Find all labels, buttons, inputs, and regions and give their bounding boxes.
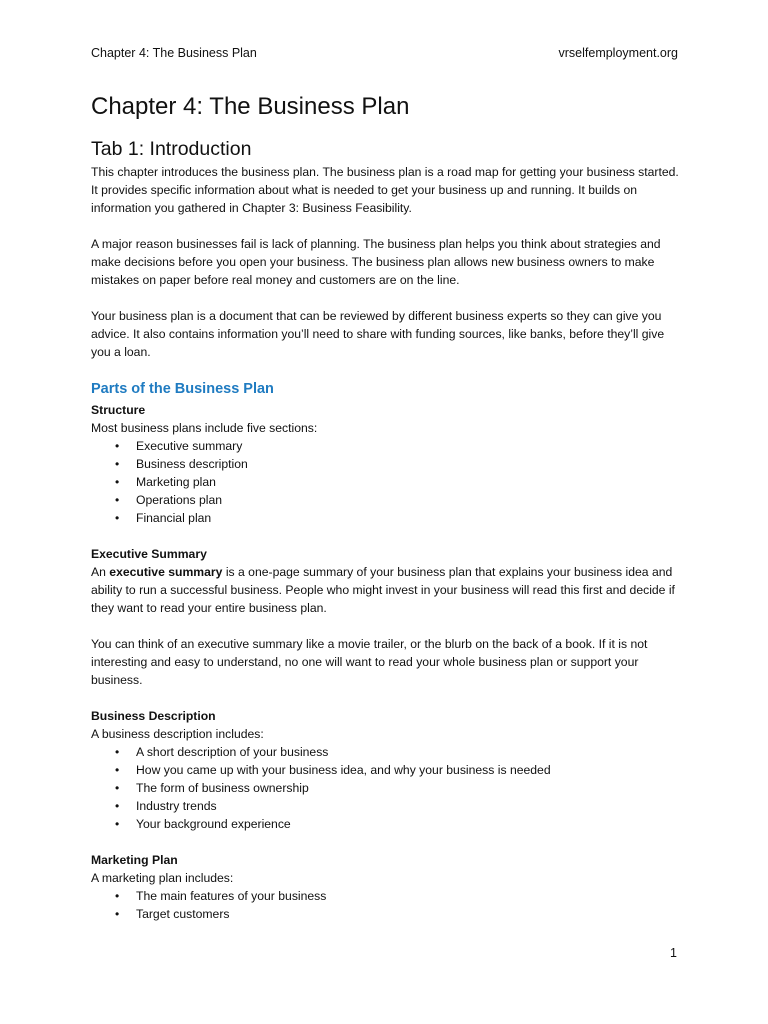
marketing-plan-lead: A marketing plan includes:	[91, 871, 234, 885]
structure-heading: Structure	[91, 403, 146, 417]
list-item: • The form of business ownership	[91, 779, 681, 797]
list-item: • Operations plan	[91, 491, 681, 509]
running-header	[91, 46, 678, 64]
parts-heading: Parts of the Business Plan	[91, 381, 274, 397]
tab-title: Tab 1: Introduction	[91, 138, 252, 160]
business-description-lead: A business description includes:	[91, 727, 264, 741]
list-item: • Your background experience	[91, 815, 681, 833]
intro-paragraph-1: This chapter introduces the business plan. The business plan is a road map for getting your business started. It provides specific information about what is needed to get your business up and running. It builds on information you gathered in Chapter 3: Business Feasibility.	[91, 165, 679, 215]
list-item: • Executive summary	[91, 437, 681, 455]
list-item: • The main features of your business	[91, 887, 681, 905]
intro-paragraph-2: A major reason businesses fail is lack of planning. The business plan helps you think about strategies and make decisions before you open your business. The business plan allows new business owners to make mistakes on paper before real money and customers are on the line.	[91, 237, 661, 287]
list-item: • Business description	[91, 455, 681, 473]
header-chapter-label: Chapter 4: The Business Plan	[91, 46, 257, 60]
business-description-heading: Business Description	[91, 709, 216, 723]
header-website: vrselfemployment.org	[558, 46, 678, 60]
structure-list	[91, 437, 681, 527]
list-item: • How you came up with your business idea, and why your business is needed	[91, 761, 681, 779]
chapter-title: Chapter 4: The Business Plan	[91, 93, 410, 120]
intro-paragraph-3: Your business plan is a document that can be reviewed by different business experts so they can give you advice. It also contains information you’ll need to share with funding sources, like banks, before they’ll give you a loan.	[91, 309, 665, 359]
structure-lead: Most business plans include five sections:	[91, 421, 318, 435]
exec-p1-bold-term: executive summary	[109, 565, 223, 579]
exec-p1-prefix: An	[91, 565, 110, 579]
list-item: • Financial plan	[91, 509, 681, 527]
marketing-plan-heading: Marketing Plan	[91, 853, 178, 867]
page-number: 1	[670, 946, 677, 960]
business-description-list	[91, 743, 681, 833]
executive-summary-heading: Executive Summary	[91, 547, 207, 561]
exec-p1-rest: is a one-page summary of your business plan that explains your business idea and ability to run a successful business. People who might invest in your business will read this first and decide if they want to read your entire business plan.	[91, 565, 675, 615]
list-item: • Marketing plan	[91, 473, 681, 491]
page-content	[91, 92, 681, 923]
list-item: • A short description of your business	[91, 743, 681, 761]
marketing-plan-list	[91, 887, 681, 923]
executive-summary-paragraph-1	[91, 563, 681, 617]
list-item: • Target customers	[91, 905, 681, 923]
executive-summary-paragraph-2: You can think of an executive summary like a movie trailer, or the blurb on the back of a book. If it is not interesting and easy to understand, no one will want to read your whole business plan or support your business.	[91, 637, 648, 687]
list-item: • Industry trends	[91, 797, 681, 815]
